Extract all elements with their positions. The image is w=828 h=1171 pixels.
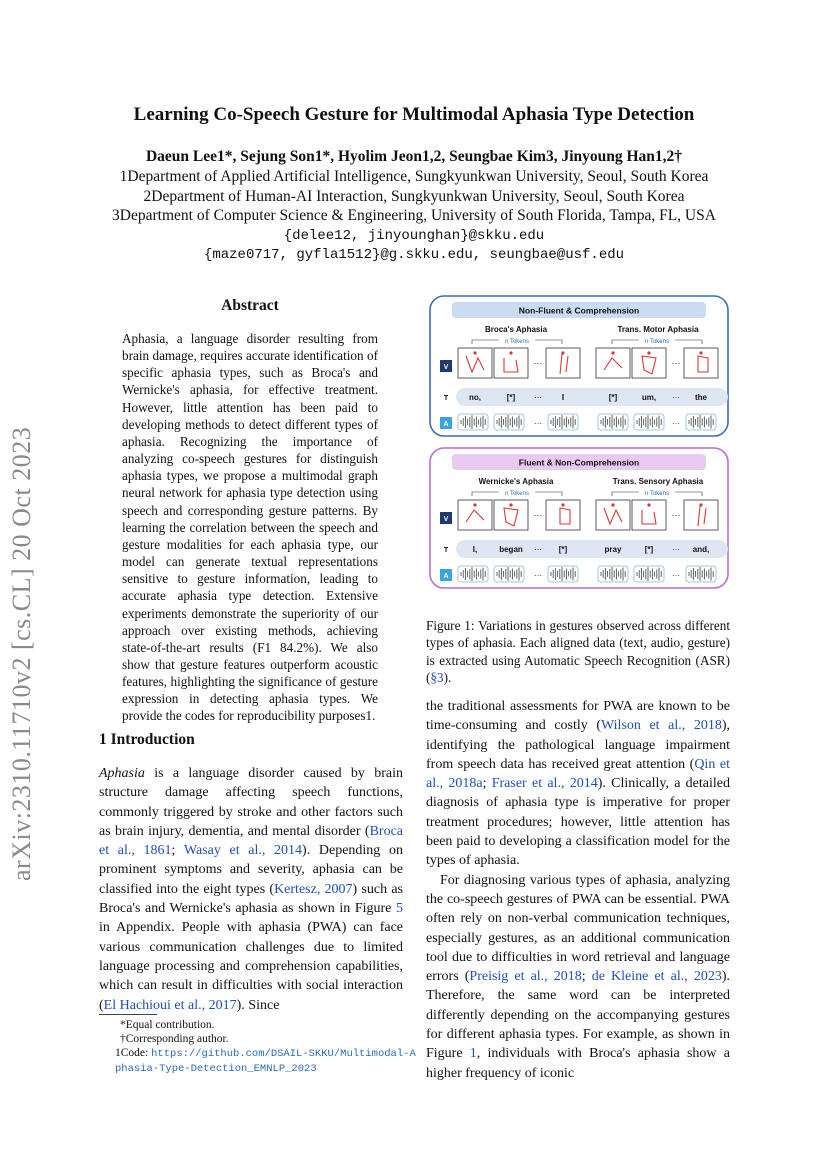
top-row-t: T [443,395,449,402]
top-token: no, [469,393,481,402]
footnote-corresponding: †Corresponding author. [120,1033,229,1045]
bottom-wave-ellipsis: ··· [672,571,680,580]
footnote-rule [99,1014,157,1015]
bottom-waveform-5 [686,566,716,582]
top-left-label: Broca's Aphasia [484,325,548,334]
bottom-token: I, [472,545,478,554]
bottom-gesture-4-joint [647,503,650,506]
bottom-row-t: T [443,547,449,554]
bottom-waveform-3 [598,566,628,582]
bottom-gesture-2-joint [561,503,564,506]
abstract-heading: Abstract [221,297,279,314]
bottom-gesture-ellipsis: ··· [671,510,681,520]
bottom-token: [*] [644,545,654,554]
top-wave-ellipsis: ··· [672,419,680,428]
section-ref-link[interactable]: §3 [430,669,444,685]
top-gesture-5-joint [699,351,702,354]
abstract-text: Aphasia, a language disorder resulting from brain damage, requires accurate identification of specific aphasia types, such as Broca's and Wernicke's aphasia, for effective treatment. However, little attention has been paid to developing methods to detect different types of aphasia. Recognizing the importance of analyzing co-speech gestures for distinguish aphasia types, we propose a multimodal graph neural network for aphasia type detection using speech and corresponding gesture patterns. By learning the correlation between the speech and gesture modalities for each aphasia type, our model can generate textual representations sensitive to gesture information, leading to accurate aphasia type detection. Extensive experiments demonstrate the superiority of our approach over existing methods, achieving state-of-the-art results (F1 84.2%). We also show that gesture features outperform acoustic features, highlighting the significance of gesture expression in detecting aphasia types. We provide the codes for reproducibility purposes1. [122,331,378,724]
arxiv-identifier: arXiv:2310.11710v2 [cs.CL] 20 Oct 2023 [7,426,36,881]
bottom-token-ellipsis: ··· [534,545,542,554]
footnote-code [99,1046,419,1076]
citation-link[interactable]: Qin et al., 2018a [426,756,730,792]
citation-link[interactable]: Wilson et al., 2018 [601,718,722,734]
top-gesture-1-joint [509,351,512,354]
top-token-ellipsis: ··· [672,393,680,402]
top-title: Non-Fluent & Comprehension [518,305,640,316]
bottom-row-v: V [443,516,449,523]
top-waveform-2 [548,414,578,430]
bottom-token-ellipsis: ··· [672,545,680,554]
bottom-n-tokens: n Tokens [505,491,529,497]
bottom-title: Fluent & Non-Comprehension [518,457,640,468]
body-text: ). Therefore, the same word can be interpreted differently depending on the accompanying gestures for different aphasia types. For example, as shown in Figure [426,969,731,1062]
affiliation-2: 2Department of Human-AI Interaction, Sungkyunkwan University, Seoul, South Korea [143,188,685,205]
bottom-token: began [499,545,523,554]
caption-text: ). [443,669,452,685]
bottom-token-row [456,540,728,558]
author-list: Daeun Lee1*, Sejung Son1*, Hyolim Jeon1,2, Seungbae Kim3, Jinyoung Han1,2† [145,148,683,165]
citation-link[interactable]: Broca et al., 1861 [99,823,403,859]
top-gesture-2-joint [561,351,564,354]
body-text: in Appendix. People with aphasia (PWA) can face various communication challenges due to limited language processing and comprehension capabilities, which can result in difficulties with social interaction ( [99,920,403,1013]
bottom-wave-ellipsis: ··· [534,571,542,580]
citation-link[interactable]: Fraser et al., 2014 [491,776,598,792]
bottom-waveform-0 [458,566,488,582]
top-waveform-5 [686,414,716,430]
bottom-left-label: Wernicke's Aphasia [478,477,554,486]
body-text: , individuals with Broca's aphasia show a higher frequency of iconic [426,1046,730,1081]
top-gesture-4-joint [647,351,650,354]
body-text: For diagnosing various types of aphasia, analyzing the co-speech gestures of PWA can be essential. PWA often rely on non-verbal communication techniques, especially gestures, as an additional communication tool due to difficulties in word retrieval and language errors ( [426,872,730,985]
bottom-waveform-1 [494,566,524,582]
bottom-token: [*] [558,545,568,554]
top-token-ellipsis: ··· [534,393,542,402]
section-heading-introduction: 1 Introduction [99,731,195,748]
bottom-row-a: A [443,573,449,580]
citation-link[interactable]: Preisig et al., 2018 [469,969,582,985]
figure-ref-link[interactable]: 1 [469,1046,477,1062]
body-text: the traditional assessments for PWA are known to be time-consuming and costly ( [426,699,730,734]
footnote-code-label: 1Code: [115,1047,152,1059]
footnote-equal: *Equal contribution. [120,1019,215,1031]
emphasis-aphasia: Aphasia [99,766,145,781]
paper-title: Learning Co-Speech Gesture for Multimodal Aphasia Type Detection [133,104,695,125]
affiliation-3: 3Department of Computer Science & Engineering, University of South Florida, Tampa, FL, USA [112,207,716,224]
figure-ref-link[interactable]: 5 [396,901,403,917]
bottom-n-tokens: n Tokens [645,491,669,497]
citation-link[interactable]: El Hachioui et al., 2017 [103,997,237,1013]
top-token: [*] [506,393,516,402]
code-url-link[interactable]: https://github.com/DSAIL-SKKU/Multimodal-Aphasia-Type-Detection_EMNLP_2023 [115,1048,416,1075]
top-wave-ellipsis: ··· [534,419,542,428]
email-line-1: {delee12, jinyounghan}@skku.edu [283,228,545,244]
bottom-token: and, [692,545,710,554]
bottom-right-label: Trans. Sensory Aphasia [612,477,704,486]
bottom-gesture-3-joint [611,503,614,506]
email-line-2: {maze0717, gyfla1512}@g.skku.edu, seungbae@usf.edu [203,247,625,263]
top-gesture-ellipsis: ··· [533,358,543,368]
top-row-v: V [443,364,449,371]
top-waveform-1 [494,414,524,430]
citation-link[interactable]: Wasay et al., 2014 [183,843,303,859]
top-waveform-4 [634,414,664,430]
body-text: ). Since [236,997,280,1013]
top-waveform-3 [598,414,628,430]
top-token: I [561,393,565,402]
top-row-a: A [443,421,449,428]
bottom-waveform-4 [634,566,664,582]
figure-1-caption [426,617,730,686]
top-n-tokens: n Tokens [505,339,529,345]
bottom-gesture-5-joint [699,503,702,506]
citation-link[interactable]: de Kleine et al., 2023 [591,969,722,985]
top-token: um, [641,393,657,402]
top-token: the [695,393,707,402]
body-text: is a language disorder caused by brain structure damage affecting speech functions, commonly triggered by stroke and other factors such as brain injury, dementia, and mental disorder ( [99,766,403,839]
top-token-row [456,388,728,406]
caption-text: Figure 1: Variations in gestures observed across different types of aphasia. Each aligned data (text, audio, gesture) is extracted using Automatic Speech Recognition (ASR) ( [426,618,730,685]
bottom-waveform-2 [548,566,578,582]
top-right-label: Trans. Motor Aphasia [617,325,699,334]
bottom-gesture-0-joint [473,503,476,506]
top-n-tokens: n Tokens [645,339,669,345]
top-token: [*] [608,393,618,402]
top-gesture-0-joint [473,351,476,354]
bottom-gesture-ellipsis: ··· [533,510,543,520]
body-text: ). Clinically, a detailed diagnosis of aphasia type is imperative for proper treatment procedures; however, little attention has been paid to developing a classification model for the types of aphasia. [426,776,730,869]
body-text: ), identifying the pathological language impairment from speech data has received great attention ( [426,718,730,772]
bottom-token: pray [604,545,622,554]
body-text: ). Depending on prominent symptoms and severity, aphasia can be classified into the eight types ( [99,843,403,897]
body-text: ) such as Broca's and Wernicke's aphasia as shown in Figure [99,881,403,917]
figure-1 [426,292,732,592]
top-gesture-3-joint [611,351,614,354]
top-gesture-ellipsis: ··· [671,358,681,368]
bottom-gesture-1-joint [509,503,512,506]
intro-column-1: Aphasia is a language disorder caused by brain structure damage affecting speech functions, commonly triggered by stroke and other factors such as brain injury, dementia, and mental disorder (Broca et al., 1861; Wasay et al., 2014). Depending on prominent symptoms and severity, aphasia can be classified into the eight types (Kertesz, 2007) such as Broca's and Wernicke's aphasia as shown in Figure 5 in Appendix. People with aphasia (PWA) can face various communication challenges due to limited language processing and comprehension capabilities, which can result in difficulties with social interaction (El Hachioui et al., 2017). Since [99,766,403,1013]
intro-column-2: the traditional assessments for PWA are known to be time-consuming and costly (Wilson et al., 2018), identifying the pathological language impairment from speech data has received great attention (Qin et al., 2018a; Fraser et al., 2014). Clinically, a detailed diagnosis of aphasia type is imperative for proper treatment procedures; however, little attention has been paid to developing a classification model for the types of aphasia. For diagnosing various types of aphasia, analyzing the co-speech gestures of PWA can be essential. PWA often rely on non-verbal communication techniques, especially gestures, as an additional communication tool due to difficulties in word retrieval and language errors (Preisig et al., 2018; de Kleine et al., 2023). Therefore, the same word can be interpreted differently depending on the accompanying gestures for different aphasia types. For example, as shown in Figure 1, individuals with Broca's aphasia show a higher frequency of iconic [426,699,731,1081]
citation-link[interactable]: Kertesz, 2007 [274,881,353,897]
affiliation-1: 1Department of Applied Artificial Intelligence, Sungkyunkwan University, Seoul, South Korea [119,168,709,185]
top-waveform-0 [458,414,488,430]
